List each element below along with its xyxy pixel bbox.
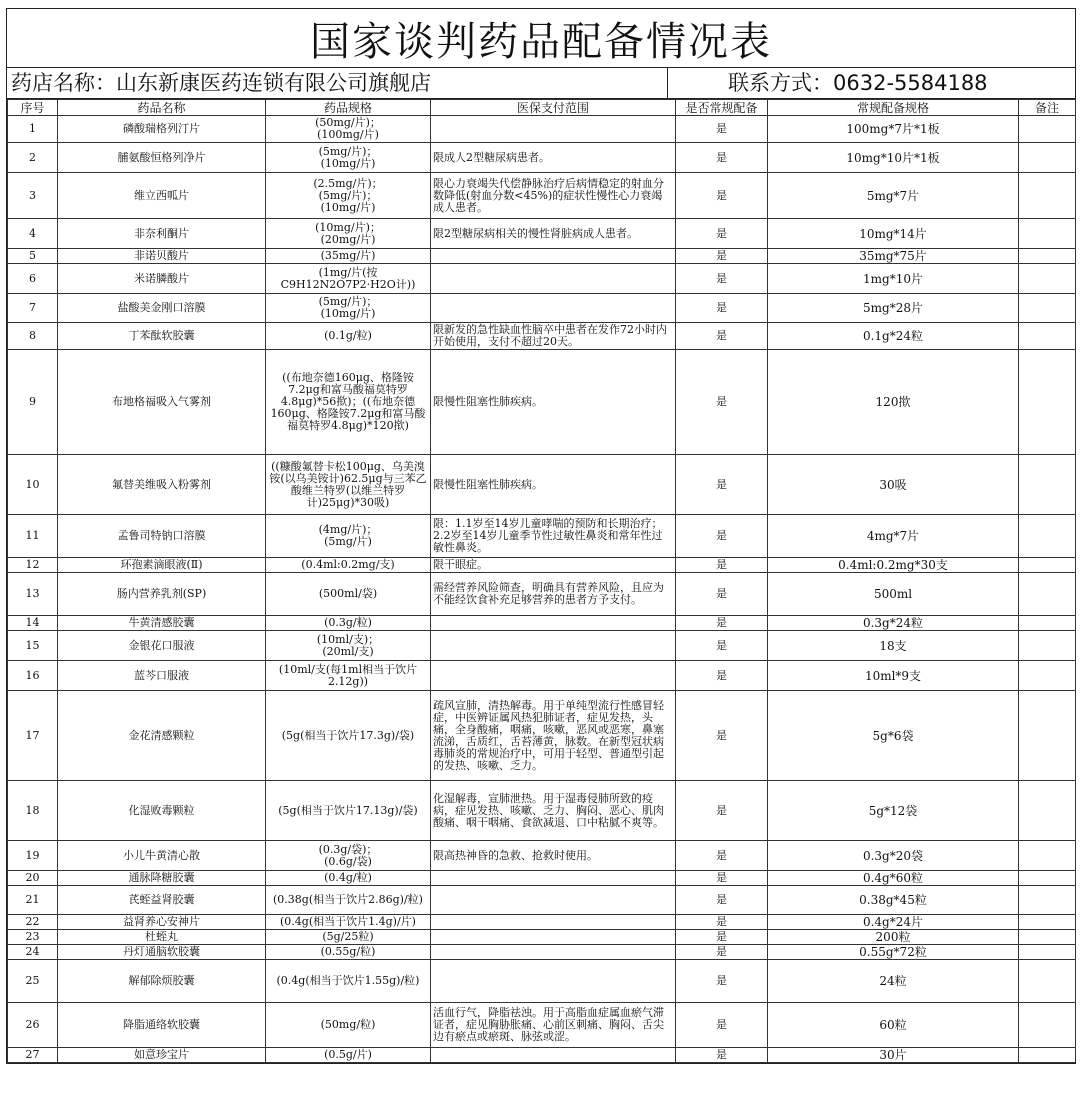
- table-row: [8, 960, 1076, 1003]
- info-bar: [7, 68, 1075, 99]
- cell-drug-name: 米诺膦酸片: [58, 264, 266, 294]
- cell-drug-spec: (0.5g/片): [266, 1048, 431, 1063]
- cell-payment-scope: [431, 871, 676, 886]
- cell-note: [1019, 249, 1076, 264]
- cell-regular-spec: 0.1g*24粒: [768, 323, 1019, 350]
- cell-note: [1019, 573, 1076, 616]
- cell-drug-name: 丁苯酞软胶囊: [58, 323, 266, 350]
- cell-drug-spec: (4mg/片)； (5mg/片): [266, 515, 431, 558]
- cell-regular-stock: 是: [676, 573, 768, 616]
- cell-regular-stock: 是: [676, 350, 768, 455]
- cell-drug-spec: ((布地奈德160μg、格隆铵7.2μg和富马酸福莫特罗4.8μg)*56揿)；((布地奈德160μg、格隆铵7.2μg和富马酸福莫特罗4.8μg)*120揿): [266, 350, 431, 455]
- header-drug-spec: 药品规格: [266, 100, 431, 116]
- cell-regular-spec: 35mg*75片: [768, 249, 1019, 264]
- cell-regular-stock: 是: [676, 915, 768, 930]
- cell-drug-name: 杜蛭丸: [58, 930, 266, 945]
- cell-drug-spec: (0.38g(相当于饮片2.86g)/粒): [266, 886, 431, 915]
- cell-regular-spec: 30片: [768, 1048, 1019, 1063]
- cell-index: 3: [8, 173, 58, 219]
- cell-regular-spec: 0.4g*24片: [768, 915, 1019, 930]
- table-row: [8, 631, 1076, 661]
- cell-note: [1019, 945, 1076, 960]
- table-row: [8, 116, 1076, 143]
- cell-payment-scope: [431, 294, 676, 323]
- header-regular-spec: 常规配备规格: [768, 100, 1019, 116]
- cell-drug-name: 如意珍宝片: [58, 1048, 266, 1063]
- cell-regular-stock: 是: [676, 515, 768, 558]
- cell-index: 9: [8, 350, 58, 455]
- cell-drug-name: 降脂通络软胶囊: [58, 1003, 266, 1048]
- cell-drug-spec: (0.4ml:0.2mg/支): [266, 558, 431, 573]
- cell-regular-spec: 120揿: [768, 350, 1019, 455]
- cell-regular-stock: 是: [676, 930, 768, 945]
- cell-index: 24: [8, 945, 58, 960]
- cell-regular-spec: 0.55g*72粒: [768, 945, 1019, 960]
- cell-drug-spec: (35mg/片): [266, 249, 431, 264]
- cell-drug-name: 通脉降糖胶囊: [58, 871, 266, 886]
- cell-drug-spec: (500ml/袋): [266, 573, 431, 616]
- table-row: [8, 1048, 1076, 1063]
- cell-drug-spec: (5mg/片)； (10mg/片): [266, 294, 431, 323]
- table-row: [8, 173, 1076, 219]
- cell-drug-name: 化湿败毒颗粒: [58, 781, 266, 841]
- cell-note: [1019, 661, 1076, 691]
- cell-index: 13: [8, 573, 58, 616]
- cell-note: [1019, 930, 1076, 945]
- cell-drug-name: 非诺贝酸片: [58, 249, 266, 264]
- header-drug-name: 药品名称: [58, 100, 266, 116]
- table-row: [8, 143, 1076, 173]
- cell-regular-stock: 是: [676, 871, 768, 886]
- cell-payment-scope: 限慢性阻塞性肺疾病。: [431, 455, 676, 515]
- cell-regular-stock: 是: [676, 781, 768, 841]
- cell-drug-spec: (0.55g/粒): [266, 945, 431, 960]
- cell-regular-spec: 0.4ml:0.2mg*30支: [768, 558, 1019, 573]
- cell-note: [1019, 1003, 1076, 1048]
- cell-note: [1019, 455, 1076, 515]
- cell-regular-stock: 是: [676, 294, 768, 323]
- cell-drug-name: 蓝芩口服液: [58, 661, 266, 691]
- table-row: [8, 661, 1076, 691]
- table-row: [8, 558, 1076, 573]
- cell-note: [1019, 350, 1076, 455]
- cell-regular-spec: 0.3g*24粒: [768, 616, 1019, 631]
- table-row: [8, 616, 1076, 631]
- table-row: [8, 691, 1076, 781]
- cell-drug-spec: (10ml/支)； (20ml/支): [266, 631, 431, 661]
- cell-drug-name: 小儿牛黄清心散: [58, 841, 266, 871]
- table-row: [8, 781, 1076, 841]
- cell-regular-stock: 是: [676, 945, 768, 960]
- cell-drug-spec: (5mg/片)； (10mg/片): [266, 143, 431, 173]
- cell-regular-spec: 0.3g*20袋: [768, 841, 1019, 871]
- cell-regular-stock: 是: [676, 219, 768, 249]
- cell-regular-spec: 4mg*7片: [768, 515, 1019, 558]
- cell-payment-scope: 限干眼症。: [431, 558, 676, 573]
- cell-regular-spec: 10ml*9支: [768, 661, 1019, 691]
- cell-drug-name: 金银花口服液: [58, 631, 266, 661]
- cell-drug-name: 维立西呱片: [58, 173, 266, 219]
- table-row: [8, 515, 1076, 558]
- cell-regular-spec: 5mg*28片: [768, 294, 1019, 323]
- cell-note: [1019, 960, 1076, 1003]
- cell-drug-name: 益肾养心安神片: [58, 915, 266, 930]
- cell-regular-spec: 30吸: [768, 455, 1019, 515]
- cell-drug-name: 氟替美维吸入粉雾剂: [58, 455, 266, 515]
- cell-regular-spec: 0.4g*60粒: [768, 871, 1019, 886]
- cell-index: 1: [8, 116, 58, 143]
- cell-regular-spec: 500ml: [768, 573, 1019, 616]
- cell-regular-spec: 1mg*10片: [768, 264, 1019, 294]
- cell-index: 5: [8, 249, 58, 264]
- cell-regular-spec: 60粒: [768, 1003, 1019, 1048]
- table-row: [8, 294, 1076, 323]
- table-row: [8, 1003, 1076, 1048]
- table-row: [8, 323, 1076, 350]
- cell-regular-spec: 200粒: [768, 930, 1019, 945]
- cell-note: [1019, 616, 1076, 631]
- cell-regular-stock: 是: [676, 631, 768, 661]
- cell-index: 14: [8, 616, 58, 631]
- cell-regular-spec: 5g*6袋: [768, 691, 1019, 781]
- cell-regular-spec: 18支: [768, 631, 1019, 661]
- cell-payment-scope: [431, 616, 676, 631]
- cell-index: 2: [8, 143, 58, 173]
- table-row: [8, 573, 1076, 616]
- cell-regular-spec: 5mg*7片: [768, 173, 1019, 219]
- header-regular-stock: 是否常规配备: [676, 100, 768, 116]
- cell-payment-scope: 限心力衰竭失代偿静脉治疗后病情稳定的射血分数降低(射血分数<45%)的症状性慢性心力衰竭成人患者。: [431, 173, 676, 219]
- cell-payment-scope: 限2型糖尿病相关的慢性肾脏病成人患者。: [431, 219, 676, 249]
- cell-regular-stock: 是: [676, 455, 768, 515]
- cell-drug-spec: (2.5mg/片)； (5mg/片)； (10mg/片): [266, 173, 431, 219]
- cell-payment-scope: 限高热神昏的急救、抢救时使用。: [431, 841, 676, 871]
- cell-payment-scope: 活血行气，降脂祛浊。用于高脂血症属血瘀气滞证者，症见胸胁胀痛、心前区刺痛、胸闷、舌尖边有瘀点或瘀斑、脉弦或涩。: [431, 1003, 676, 1048]
- cell-drug-spec: (0.4g(相当于饮片1.4g)/片): [266, 915, 431, 930]
- cell-index: 18: [8, 781, 58, 841]
- cell-regular-stock: 是: [676, 691, 768, 781]
- cell-payment-scope: 需经营养风险筛查，明确具有营养风险，且应为不能经饮食补充足够营养的患者方予支付。: [431, 573, 676, 616]
- cell-drug-spec: (5g(相当于饮片17.13g)/袋): [266, 781, 431, 841]
- cell-index: 16: [8, 661, 58, 691]
- cell-regular-stock: 是: [676, 323, 768, 350]
- cell-payment-scope: [431, 930, 676, 945]
- cell-index: 4: [8, 219, 58, 249]
- cell-index: 26: [8, 1003, 58, 1048]
- cell-regular-stock: 是: [676, 173, 768, 219]
- table-row: [8, 455, 1076, 515]
- cell-note: [1019, 143, 1076, 173]
- cell-index: 19: [8, 841, 58, 871]
- cell-regular-stock: 是: [676, 264, 768, 294]
- cell-note: [1019, 219, 1076, 249]
- cell-note: [1019, 116, 1076, 143]
- cell-regular-stock: 是: [676, 886, 768, 915]
- cell-drug-spec: (50mg/粒): [266, 1003, 431, 1048]
- table-row: [8, 871, 1076, 886]
- cell-payment-scope: 限新发的急性缺血性脑卒中患者在发作72小时内开始使用，支付不超过20天。: [431, 323, 676, 350]
- cell-drug-name: 非奈利酮片: [58, 219, 266, 249]
- table-row: [8, 249, 1076, 264]
- cell-index: 8: [8, 323, 58, 350]
- cell-payment-scope: 化湿解毒，宣肺泄热。用于湿毒侵肺所致的疫病，症见发热、咳嗽、乏力、胸闷、恶心、肌肉酸痛、咽干咽痛、食欲减退、口中粘腻不爽等。: [431, 781, 676, 841]
- cell-index: 21: [8, 886, 58, 915]
- cell-drug-spec: (10ml/支(每1ml相当于饮片2.12g)): [266, 661, 431, 691]
- cell-drug-spec: (5g/25粒): [266, 930, 431, 945]
- cell-drug-name: 磷酸瑞格列汀片: [58, 116, 266, 143]
- cell-payment-scope: [431, 960, 676, 1003]
- drug-table: [7, 99, 1076, 1063]
- cell-note: [1019, 264, 1076, 294]
- cell-regular-stock: 是: [676, 661, 768, 691]
- table-row: [8, 915, 1076, 930]
- cell-regular-spec: 0.38g*45粒: [768, 886, 1019, 915]
- cell-drug-spec: (0.4g(相当于饮片1.55g)/粒): [266, 960, 431, 1003]
- cell-drug-spec: (10mg/片)； (20mg/片): [266, 219, 431, 249]
- cell-note: [1019, 173, 1076, 219]
- cell-payment-scope: [431, 116, 676, 143]
- cell-regular-spec: 100mg*7片*1板: [768, 116, 1019, 143]
- cell-payment-scope: [431, 661, 676, 691]
- cell-index: 10: [8, 455, 58, 515]
- cell-payment-scope: 限慢性阻塞性肺疾病。: [431, 350, 676, 455]
- cell-drug-spec: (0.3g/袋)； (0.6g/袋): [266, 841, 431, 871]
- cell-regular-spec: 10mg*14片: [768, 219, 1019, 249]
- cell-payment-scope: 限：1.1岁至14岁儿童哮喘的预防和长期治疗；2.2岁至14岁儿童季节性过敏性鼻炎和常年性过敏性鼻炎。: [431, 515, 676, 558]
- cell-index: 12: [8, 558, 58, 573]
- cell-index: 22: [8, 915, 58, 930]
- header-payment-scope: 医保支付范围: [431, 100, 676, 116]
- cell-drug-name: 肠内营养乳剂(SP): [58, 573, 266, 616]
- cell-drug-name: 丹灯通脑软胶囊: [58, 945, 266, 960]
- cell-note: [1019, 781, 1076, 841]
- cell-note: [1019, 558, 1076, 573]
- cell-index: 7: [8, 294, 58, 323]
- cell-payment-scope: [431, 264, 676, 294]
- cell-index: 11: [8, 515, 58, 558]
- cell-index: 6: [8, 264, 58, 294]
- cell-regular-spec: 5g*12袋: [768, 781, 1019, 841]
- cell-drug-spec: ((糠酸氟替卡松100μg、乌美溴铵(以乌美铵计)62.5μg与三苯乙酸维兰特罗(以维兰特罗计)25μg)*30吸): [266, 455, 431, 515]
- cell-payment-scope: [431, 631, 676, 661]
- table-row: [8, 219, 1076, 249]
- table-row: [8, 886, 1076, 915]
- header-row: [8, 100, 1076, 116]
- table-row: [8, 841, 1076, 871]
- cell-drug-spec: (0.1g/粒): [266, 323, 431, 350]
- cell-index: 15: [8, 631, 58, 661]
- cell-regular-stock: 是: [676, 841, 768, 871]
- cell-regular-stock: 是: [676, 616, 768, 631]
- table-row: [8, 264, 1076, 294]
- cell-regular-spec: 10mg*10片*1板: [768, 143, 1019, 173]
- cell-drug-name: 孟鲁司特钠口溶膜: [58, 515, 266, 558]
- cell-note: [1019, 1048, 1076, 1063]
- cell-drug-spec: (0.4g/粒): [266, 871, 431, 886]
- cell-index: 27: [8, 1048, 58, 1063]
- cell-regular-stock: 是: [676, 1048, 768, 1063]
- cell-drug-spec: (5g(相当于饮片17.3g)/袋): [266, 691, 431, 781]
- cell-drug-name: 脯氨酸恒格列净片: [58, 143, 266, 173]
- cell-regular-spec: 24粒: [768, 960, 1019, 1003]
- header-index: 序号: [8, 100, 58, 116]
- cell-note: [1019, 323, 1076, 350]
- cell-index: 23: [8, 930, 58, 945]
- cell-drug-name: 盐酸美金刚口溶膜: [58, 294, 266, 323]
- cell-payment-scope: 限成人2型糖尿病患者。: [431, 143, 676, 173]
- cell-payment-scope: [431, 1048, 676, 1063]
- cell-payment-scope: [431, 249, 676, 264]
- cell-note: [1019, 294, 1076, 323]
- cell-drug-name: 牛黄清感胶囊: [58, 616, 266, 631]
- cell-index: 17: [8, 691, 58, 781]
- cell-payment-scope: 疏风宣肺，清热解毒。用于单纯型流行性感冒轻症，中医辨证属风热犯肺证者，症见发热，头痛，全身酸痛，咽痛，咳嗽，恶风或恶寒，鼻塞流涕，舌质红，舌苔薄黄，脉数。在新型冠状病毒肺炎的常规治疗中，可用于轻型、普通型引起的发热、咳嗽、乏力。: [431, 691, 676, 781]
- cell-drug-spec: (1mg/片(按C9H12N2O7P2·H2O计)): [266, 264, 431, 294]
- cell-payment-scope: [431, 945, 676, 960]
- cell-payment-scope: [431, 915, 676, 930]
- cell-note: [1019, 871, 1076, 886]
- table-row: [8, 930, 1076, 945]
- cell-regular-stock: 是: [676, 558, 768, 573]
- cell-index: 25: [8, 960, 58, 1003]
- cell-note: [1019, 915, 1076, 930]
- contact-info: 联系方式：0632-5584188: [728, 71, 988, 95]
- drug-table-sheet: [6, 8, 1076, 1064]
- page-title: 国家谈判药品配备情况表: [7, 9, 1075, 68]
- cell-regular-stock: 是: [676, 960, 768, 1003]
- cell-drug-name: 布地格福吸入气雾剂: [58, 350, 266, 455]
- cell-drug-name: 金花清感颗粒: [58, 691, 266, 781]
- cell-note: [1019, 841, 1076, 871]
- cell-note: [1019, 515, 1076, 558]
- cell-drug-name: 芪蛭益肾胶囊: [58, 886, 266, 915]
- table-row: [8, 945, 1076, 960]
- table-body: [8, 116, 1076, 1063]
- cell-note: [1019, 691, 1076, 781]
- cell-regular-stock: 是: [676, 1003, 768, 1048]
- cell-index: 20: [8, 871, 58, 886]
- cell-drug-spec: (0.3g/粒): [266, 616, 431, 631]
- cell-regular-stock: 是: [676, 143, 768, 173]
- table-row: [8, 350, 1076, 455]
- cell-note: [1019, 631, 1076, 661]
- cell-regular-stock: 是: [676, 116, 768, 143]
- store-name: 药店名称：山东新康医药连锁有限公司旗舰店: [7, 68, 668, 98]
- cell-regular-stock: 是: [676, 249, 768, 264]
- cell-drug-name: 环孢素滴眼液(Ⅱ): [58, 558, 266, 573]
- cell-note: [1019, 886, 1076, 915]
- cell-payment-scope: [431, 886, 676, 915]
- header-note: 备注: [1019, 100, 1076, 116]
- cell-drug-name: 解郁除烦胶囊: [58, 960, 266, 1003]
- cell-drug-spec: (50mg/片)； (100mg/片): [266, 116, 431, 143]
